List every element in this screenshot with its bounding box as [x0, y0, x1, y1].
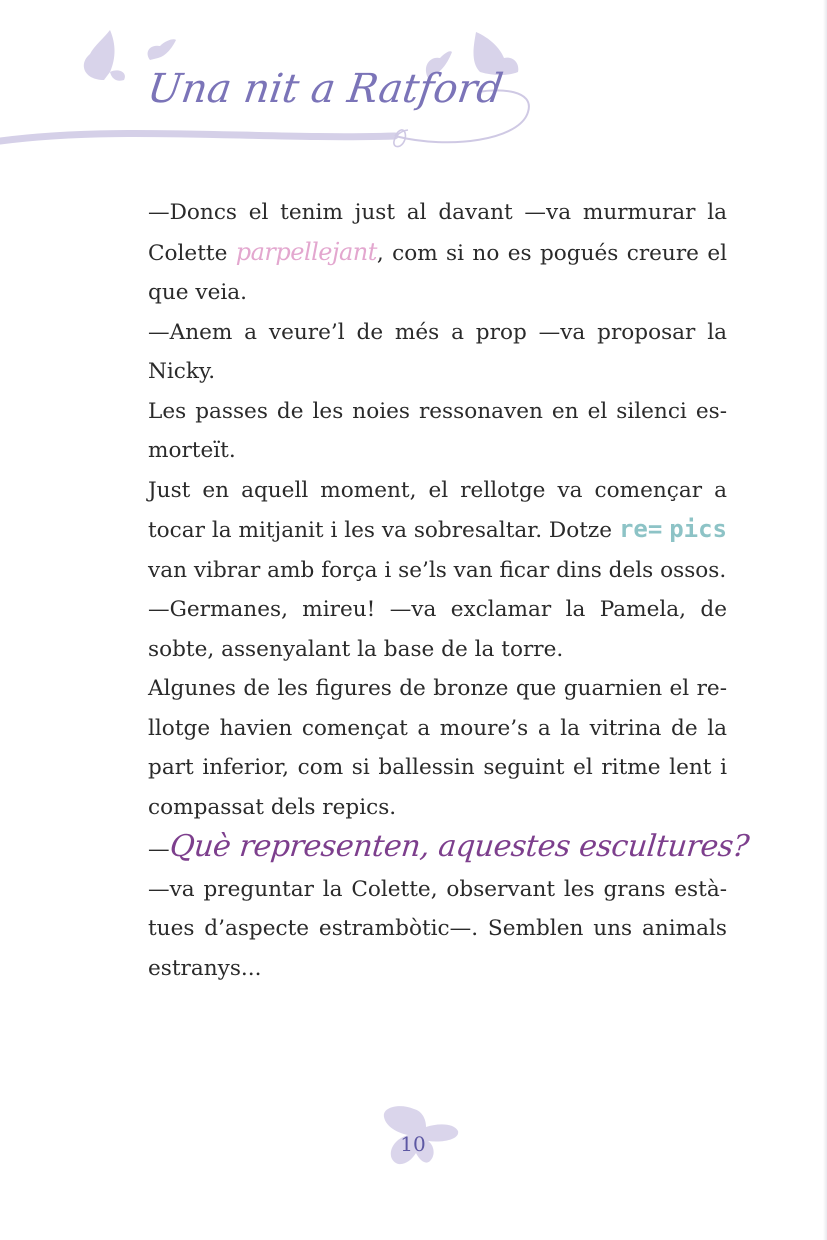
- header-swoosh: [0, 133, 395, 141]
- paragraph: Les passes de les noies ressonaven en el silenci esmorteït.: [148, 398, 727, 463]
- paragraph-text: Just en aquell moment, el rellotge va començar a tocar la mitjanit i les va sobresaltar. Dotze: [148, 477, 727, 543]
- paragraph: Algunes de les figures de bronze que guarnien el rellotge havien començat a moure’s a la vitrina de la part inferior, com si ballessin seguint el ritme lent i compassat dels repics.: [148, 676, 727, 820]
- spoken-question: Què representen, aquestes escultures?: [167, 829, 751, 864]
- running-title: Una nit a Ratford: [144, 66, 506, 112]
- paragraph-text: van vibrar amb força i se’ls van ficar dins dels ossos.: [148, 557, 727, 583]
- paragraph: [148, 827, 751, 870]
- sound-effect-blink: parpellejant: [235, 237, 377, 266]
- paragraph-text: , com si no es pogués creure el que veia.: [148, 240, 727, 305]
- paragraph-text: —Doncs el tenim just al davant —va murmurar la Colette: [148, 200, 727, 266]
- dialogue-dash: —: [148, 837, 170, 862]
- paragraph: —Germanes, mireu! —va exclamar la Pamela, de sobte, assenyalant la base de la torre.: [148, 597, 727, 662]
- sound-effect-chime: re=: [618, 515, 663, 543]
- body-text: [148, 193, 751, 988]
- butterfly-icon: [84, 30, 125, 81]
- paragraph: —va preguntar la Colette, observant les grans estàtues d’aspecte estrambòtic—. Semblen uns animals estranys...: [148, 876, 727, 981]
- page-number: 10: [400, 1132, 426, 1156]
- page-edge: [823, 0, 827, 1240]
- paragraph: [148, 193, 727, 313]
- butterfly-icon: [148, 39, 176, 60]
- paragraph: —Anem a veure’l de més a prop —va proposar la Nicky.: [148, 319, 727, 384]
- sound-effect-chime: pics: [669, 515, 727, 543]
- paragraph: [148, 471, 727, 591]
